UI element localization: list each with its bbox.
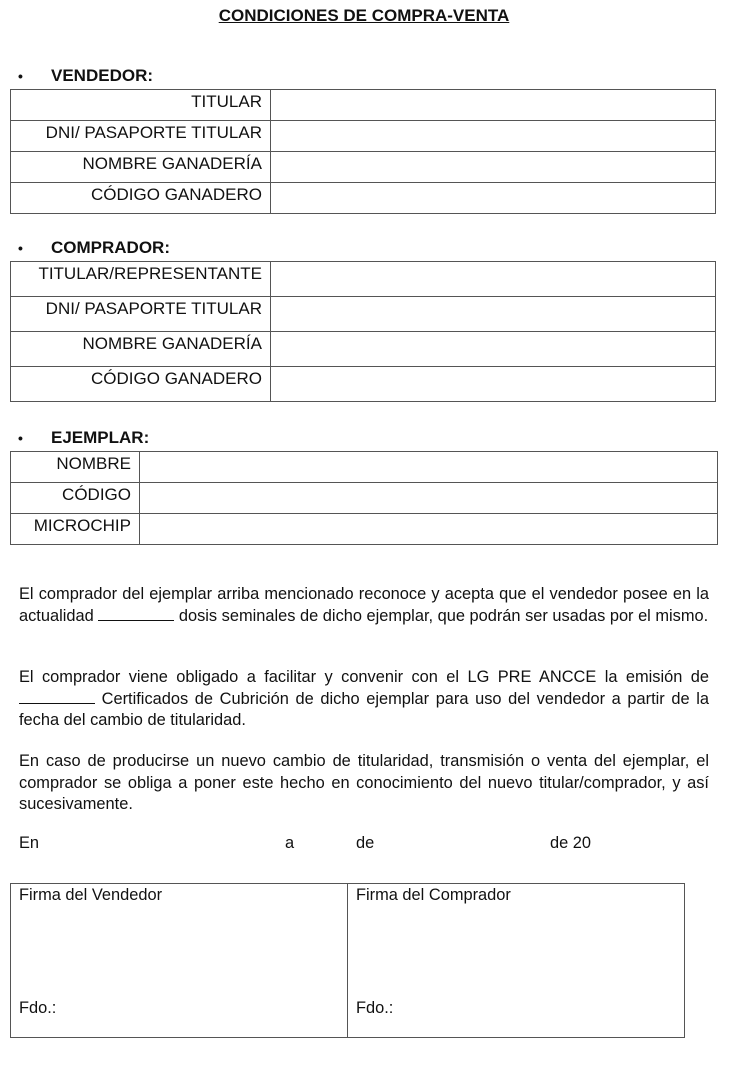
- table-row: [11, 262, 716, 297]
- vendedor-titular-field[interactable]: [271, 90, 716, 121]
- paragraph-dosis-text-b: dosis seminales de dicho ejemplar, que podrán ser usadas por el mismo.: [178, 606, 709, 625]
- document-title: CONDICIONES DE COMPRA-VENTA: [218, 6, 510, 25]
- vendedor-table: [10, 89, 716, 214]
- comprador-dni-field[interactable]: [271, 297, 716, 332]
- ejemplar-codigo-label: CÓDIGO: [11, 483, 140, 514]
- ejemplar-codigo-field[interactable]: [140, 483, 718, 514]
- vendedor-codigo-label: CÓDIGO GANADERO: [11, 183, 271, 214]
- bullet-icon: •: [18, 240, 23, 256]
- bullet-icon: •: [18, 430, 23, 446]
- comprador-heading: COMPRADOR:: [51, 238, 170, 257]
- ejemplar-heading: EJEMPLAR:: [51, 428, 150, 447]
- vendedor-signature-box[interactable]: [11, 884, 348, 1038]
- vendedor-signature-label: Firma del Vendedor: [19, 886, 163, 904]
- paragraph-cambio-titularidad: En caso de producirse un nuevo cambio de titularidad, transmisión o venta del ejemplar, el comprador se obliga a poner este hecho en conocimiento del nuevo titular/comprador, y así sucesivamente.: [19, 752, 709, 813]
- comprador-codigo-field[interactable]: [271, 367, 716, 402]
- comprador-signature-box[interactable]: [348, 884, 685, 1038]
- table-row: [11, 183, 716, 214]
- paragraph-certificados-text-b: Certificados de Cubrición de dicho ejemplar para uso del vendedor a partir de la fecha del cambio de titularidad.: [19, 689, 709, 729]
- paragraph-dosis: [19, 584, 709, 627]
- paragraph-certificados: [19, 667, 709, 732]
- vendedor-heading: VENDEDOR:: [51, 66, 154, 85]
- table-row: [11, 297, 716, 332]
- table-row: [11, 332, 716, 367]
- comprador-titular-label: TITULAR/REPRESENTANTE: [11, 262, 271, 297]
- vendedor-codigo-field[interactable]: [271, 183, 716, 214]
- comprador-fdo-label: Fdo.:: [356, 999, 394, 1017]
- table-row: [11, 452, 718, 483]
- table-row: [11, 367, 716, 402]
- vendedor-dni-field[interactable]: [271, 121, 716, 152]
- comprador-codigo-label: CÓDIGO GANADERO: [11, 367, 271, 402]
- dateline-de: de: [356, 834, 375, 852]
- table-row: [11, 152, 716, 183]
- comprador-ganaderia-label: NOMBRE GANADERÍA: [11, 332, 271, 367]
- ejemplar-microchip-label: MICROCHIP: [11, 514, 140, 545]
- dosis-blank-field[interactable]: [98, 606, 174, 621]
- dateline-a: a: [285, 834, 295, 852]
- table-row: [11, 483, 718, 514]
- comprador-signature-label: Firma del Comprador: [356, 886, 511, 904]
- certificados-blank-field[interactable]: [19, 689, 95, 704]
- paragraph-certificados-text-a: El comprador viene obligado a facilitar y convenir con el LG PRE ANCCE la emisión de: [19, 668, 709, 686]
- section-heading-comprador: [18, 238, 170, 258]
- dateline-de-20: de 20: [550, 834, 592, 852]
- comprador-dni-label: DNI/ PASAPORTE TITULAR: [11, 297, 271, 332]
- signature-table: [10, 883, 685, 1038]
- bullet-icon: •: [18, 68, 23, 84]
- table-row: [11, 90, 716, 121]
- comprador-table: [10, 261, 716, 402]
- comprador-ganaderia-field[interactable]: [271, 332, 716, 367]
- vendedor-titular-label: TITULAR: [11, 90, 271, 121]
- ejemplar-nombre-label: NOMBRE: [11, 452, 140, 483]
- table-row: [11, 121, 716, 152]
- ejemplar-microchip-field[interactable]: [140, 514, 718, 545]
- paragraph-dosis-text-a: El comprador del ejemplar arriba mencionado reconoce y acepta que el vendedor posee en la actualidad: [19, 585, 709, 625]
- vendedor-ganaderia-field[interactable]: [271, 152, 716, 183]
- vendedor-dni-label: DNI/ PASAPORTE TITULAR: [11, 121, 271, 152]
- section-heading-vendedor: [18, 66, 153, 86]
- ejemplar-nombre-field[interactable]: [140, 452, 718, 483]
- section-heading-ejemplar: [18, 428, 149, 448]
- vendedor-fdo-label: Fdo.:: [19, 999, 57, 1017]
- comprador-titular-field[interactable]: [271, 262, 716, 297]
- dateline-en: En: [19, 834, 40, 852]
- vendedor-ganaderia-label: NOMBRE GANADERÍA: [11, 152, 271, 183]
- table-row: [11, 514, 718, 545]
- ejemplar-table: [10, 451, 718, 545]
